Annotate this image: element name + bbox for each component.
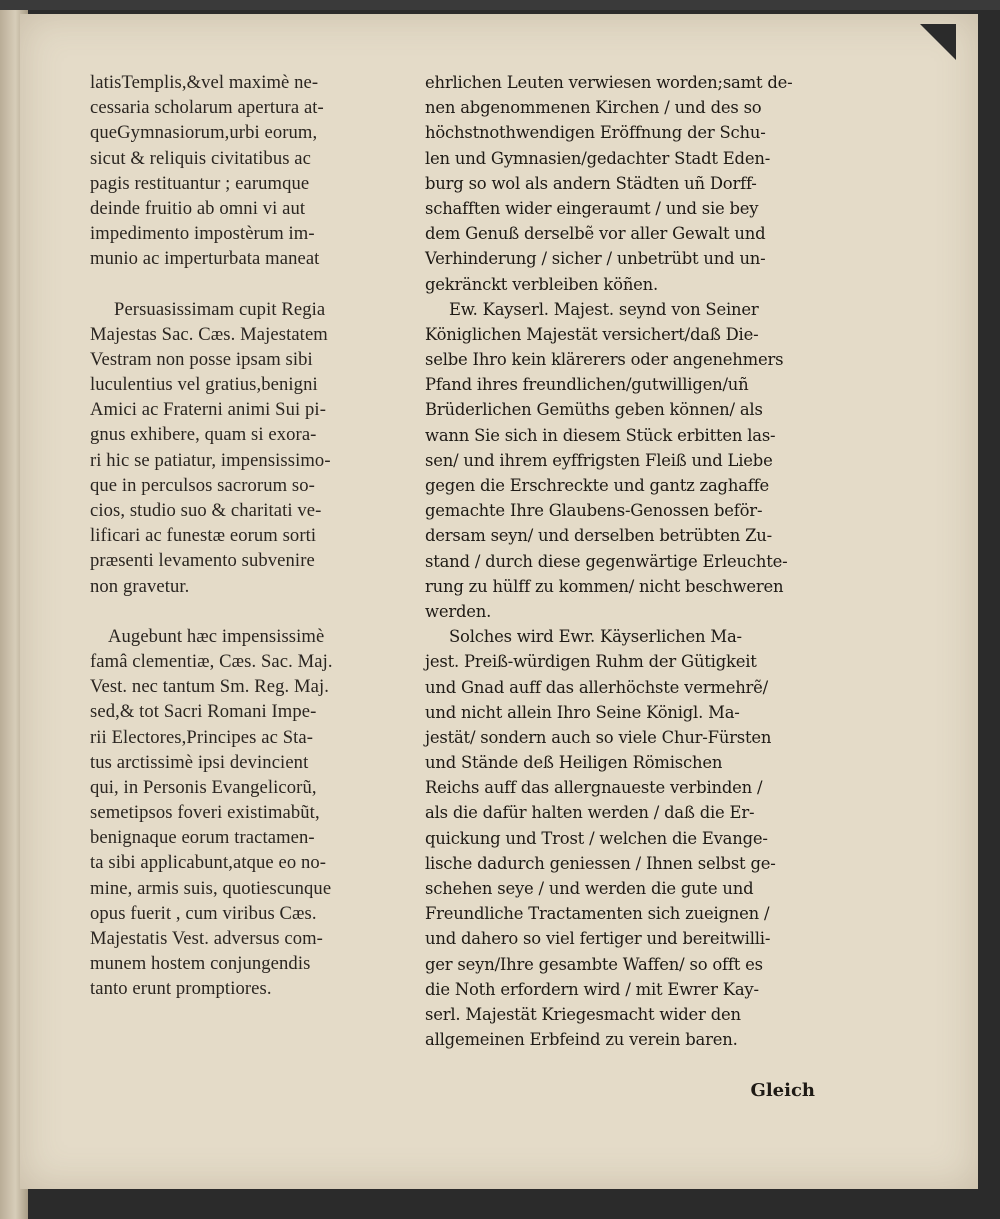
latin-line: famâ clementiæ, Cæs. Sac. Maj.	[90, 650, 333, 672]
latin-line: lificari ac funestæ eorum sorti	[90, 525, 317, 547]
german-line: dem Genuß derselbẽ vor aller Gewalt und	[425, 224, 766, 244]
german-line: ehrlichen Leuten verwiesen worden;samt de-	[425, 73, 793, 92]
german-line: schehen seye / und werden die gute und	[425, 879, 754, 898]
paragraph-gap	[90, 599, 400, 624]
latin-line: gnus exhibere, quam si exora-	[90, 424, 317, 446]
latin-line: Vest. nec tantum Sm. Reg. Maj.	[90, 676, 330, 698]
latin-line: impedimento impostèrum im-	[90, 223, 315, 245]
latin-line: cessaria scholarum apertura at-	[90, 97, 324, 119]
latin-line: munem hostem conjungendis	[90, 953, 311, 975]
catchword: Gleich	[750, 1080, 815, 1101]
german-line: gekränckt verbleiben köñen.	[425, 274, 659, 294]
latin-line: opus fuerit , cum viribus Cæs.	[90, 902, 317, 924]
german-line: allgemeinen Erbfeind zu verein baren.	[425, 1030, 738, 1050]
folded-corner	[920, 24, 956, 60]
latin-line: queGymnasiorum,urbi eorum,	[90, 122, 318, 144]
latin-line: benignaque eorum tractamen-	[90, 827, 315, 849]
german-line: schafften wider eingeraumt / und sie bey	[425, 198, 759, 218]
german-column	[425, 70, 815, 1052]
german-line: serl. Majestät Kriegesmacht wider den	[425, 1004, 741, 1024]
latin-line: rii Electores,Principes ac Sta-	[90, 726, 314, 748]
german-line: höchstnothwendigen Eröffnung der Schu-	[425, 123, 766, 143]
latin-line: sed,& tot Sacri Romani Impe-	[90, 701, 317, 723]
german-line: Pfand ihres freundlichen/gutwilligen/uñ	[425, 375, 749, 395]
latin-line: præsenti levamento subvenire	[90, 550, 315, 572]
latin-line: tanto erunt promptiores.	[90, 978, 272, 1000]
german-line: nen abgenommenen Kirchen / und des so	[425, 98, 762, 118]
latin-line: non gravetur.	[90, 575, 190, 597]
scan-border	[0, 0, 1000, 10]
german-line: Königlichen Majestät versichert/daß Die-	[425, 324, 759, 344]
german-line: und Gnad auff das allerhöchste vermehrẽ/	[425, 677, 769, 697]
latin-line: ta sibi applicabunt,atque eo no-	[90, 852, 327, 874]
german-line: quickung und Trost / welchen die Evange-	[425, 828, 768, 848]
latin-line: tus arctissimè ipsi devincient	[90, 751, 309, 773]
german-line: jestät/ sondern auch so viele Chur-Fürsten	[425, 727, 772, 747]
latin-line: Majestas Sac. Cæs. Majestatem	[90, 323, 328, 345]
paragraph-gap	[90, 272, 400, 297]
latin-paragraph-start: Augebunt hæc impensissimè	[108, 625, 325, 647]
latin-line: sicut & reliquis civitatibus ac	[90, 147, 312, 169]
german-line: sen/ und ihrem eyffrigsten Fleiß und Liebe	[425, 450, 773, 470]
latin-line: munio ac imperturbata maneat	[90, 248, 320, 270]
german-line: rung zu hülff zu kommen/ nicht beschweren	[425, 576, 784, 596]
german-line: ger seyn/Ihre gesambte Waffen/ so offt es	[425, 954, 763, 974]
german-line: die Noth erfordern wird / mit Ewrer Kay-	[425, 979, 759, 999]
latin-line: pagis restituantur ; earumque	[90, 172, 310, 194]
latin-column	[90, 70, 400, 1002]
german-line: stand / durch diese gegenwärtige Erleuchte-	[425, 551, 788, 571]
latin-line: ri hic se patiatur, impensissimo-	[90, 449, 331, 471]
latin-line: Majestatis Vest. adversus com-	[90, 928, 323, 949]
latin-line: Vestram non posse ipsam sibi	[90, 348, 313, 370]
german-line: wann Sie sich in diesem Stück erbitten las-	[425, 425, 776, 445]
latin-line: mine, armis suis, quotiescunque	[90, 877, 332, 899]
german-paragraph-start: Ew. Kayserl. Majest. seynd von Seiner	[449, 299, 759, 319]
german-line: werden.	[425, 601, 492, 621]
german-paragraph-start: Solches wird Ewr. Käyserlichen Ma-	[449, 627, 742, 647]
latin-line: Amici ac Fraterni animi Sui pi-	[90, 399, 326, 421]
german-line: und nicht allein Ihro Seine Königl. Ma-	[425, 702, 740, 722]
german-line: Brüderlichen Gemüths geben können/ als	[425, 400, 763, 420]
latin-paragraph-start: Persuasissimam cupit Regia	[114, 298, 326, 320]
german-line: Verhinderung / sicher / unbetrübt und un-	[425, 249, 766, 269]
latin-line: qui, in Personis Evangelicorũ,	[90, 776, 317, 798]
german-line: Freundliche Tractamenten sich zueignen /	[425, 904, 770, 924]
latin-line: que in perculsos sacrorum so-	[90, 474, 315, 496]
german-line: Reichs auff das allergnaueste verbinden /	[425, 778, 763, 798]
german-line: und dahero so viel fertiger und bereitwilli-	[425, 929, 771, 949]
german-line: lische dadurch geniessen / Ihnen selbst ge-	[425, 853, 776, 873]
german-line: len und Gymnasien/gedachter Stadt Eden-	[425, 148, 771, 168]
german-line: selbe Ihro kein klärerers oder angenehmers	[425, 350, 784, 370]
latin-line: deinde fruitio ab omni vi aut	[90, 197, 306, 219]
latin-line: cios, studio suo & charitati ve-	[90, 500, 322, 521]
german-line: burg so wol als andern Städten uñ Dorff-	[425, 173, 757, 193]
latin-line: luculentius vel gratius,benigni	[90, 374, 318, 396]
german-line: gegen die Erschreckte und gantz zaghaffe	[425, 476, 770, 495]
german-line: jest. Preiß-würdigen Ruhm der Gütigkeit	[425, 652, 757, 672]
latin-line: semetipsos foveri existimabũt,	[90, 802, 320, 824]
german-line: und Stände deß Heiligen Römischen	[425, 753, 723, 773]
german-line: dersam seyn/ und derselben betrübten Zu-	[425, 526, 772, 546]
german-line: gemachte Ihre Glaubens-Genossen beför-	[425, 501, 763, 521]
german-line: als die dafür halten werden / daß die Er-	[425, 803, 755, 823]
latin-line: latisTemplis,&vel maximè ne-	[90, 72, 319, 93]
